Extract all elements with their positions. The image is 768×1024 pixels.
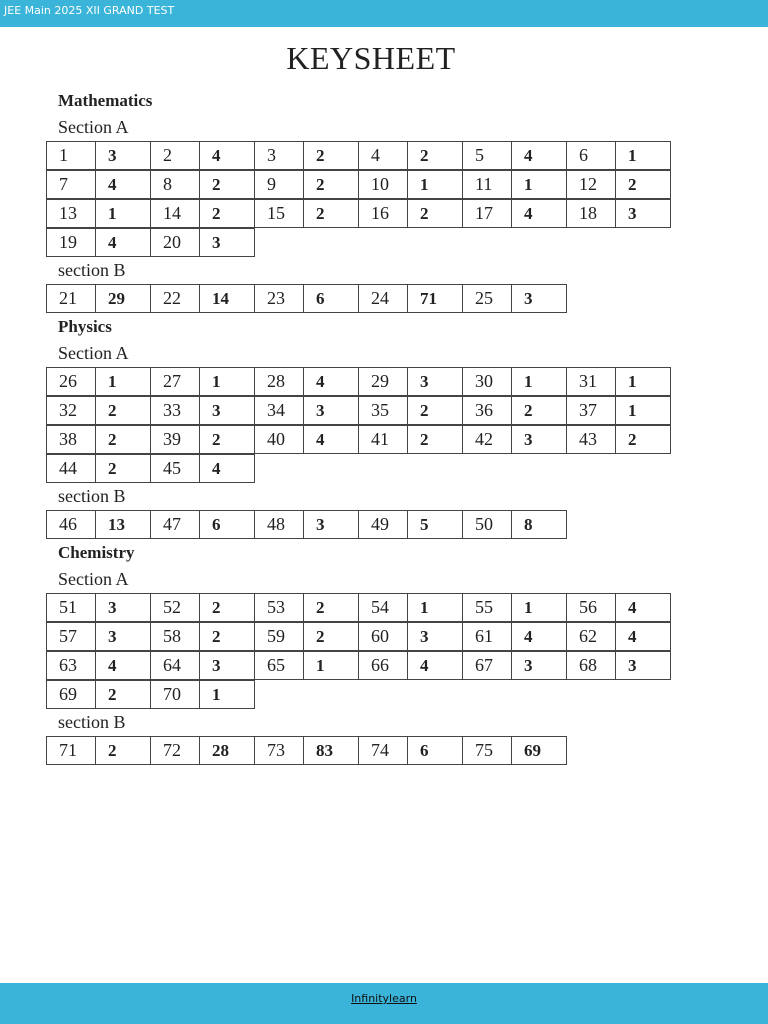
question-number-cell: 41 bbox=[358, 425, 408, 454]
answer-cell: 6 bbox=[407, 736, 463, 765]
answer-cell: 3 bbox=[199, 396, 255, 425]
question-number-cell: 35 bbox=[358, 396, 408, 425]
answer-row bbox=[46, 593, 671, 622]
question-number-cell: 48 bbox=[254, 510, 304, 539]
question-number-cell: 71 bbox=[46, 736, 96, 765]
subject-heading: Chemistry bbox=[58, 543, 135, 562]
answer-cell: 2 bbox=[95, 425, 151, 454]
answer-row bbox=[46, 367, 671, 396]
question-number-cell: 30 bbox=[462, 367, 512, 396]
question-number-cell: 10 bbox=[358, 170, 408, 199]
question-number-cell: 40 bbox=[254, 425, 304, 454]
question-number-cell: 13 bbox=[46, 199, 96, 228]
question-number-cell: 49 bbox=[358, 510, 408, 539]
question-number-cell: 67 bbox=[462, 651, 512, 680]
question-number-cell: 55 bbox=[462, 593, 512, 622]
answer-cell: 3 bbox=[303, 510, 359, 539]
question-number-cell: 4 bbox=[358, 141, 408, 170]
answer-cell: 14 bbox=[199, 284, 255, 313]
answer-cell: 5 bbox=[407, 510, 463, 539]
question-number-cell: 54 bbox=[358, 593, 408, 622]
answer-cell: 2 bbox=[199, 622, 255, 651]
question-number-cell: 33 bbox=[150, 396, 200, 425]
question-number-cell: 23 bbox=[254, 284, 304, 313]
question-number-cell: 29 bbox=[358, 367, 408, 396]
question-number-cell: 32 bbox=[46, 396, 96, 425]
infinitylearn-link[interactable]: Infinitylearn bbox=[351, 992, 417, 1005]
answer-cell: 2 bbox=[95, 736, 151, 765]
question-number-cell: 51 bbox=[46, 593, 96, 622]
question-number-cell: 57 bbox=[46, 622, 96, 651]
question-number-cell: 60 bbox=[358, 622, 408, 651]
answer-cell: 2 bbox=[199, 593, 255, 622]
question-number-cell: 42 bbox=[462, 425, 512, 454]
question-number-cell: 26 bbox=[46, 367, 96, 396]
answer-cell: 69 bbox=[511, 736, 567, 765]
answer-cell: 1 bbox=[511, 593, 567, 622]
question-number-cell: 64 bbox=[150, 651, 200, 680]
answer-cell: 3 bbox=[199, 228, 255, 257]
answer-cell: 29 bbox=[95, 284, 151, 313]
answer-cell: 3 bbox=[407, 622, 463, 651]
answer-row bbox=[46, 141, 671, 170]
answer-cell: 1 bbox=[95, 199, 151, 228]
answer-cell: 2 bbox=[95, 680, 151, 709]
answer-key-table bbox=[46, 510, 671, 539]
answer-cell: 3 bbox=[615, 651, 671, 680]
answer-cell: 2 bbox=[615, 425, 671, 454]
question-number-cell: 2 bbox=[150, 141, 200, 170]
question-number-cell: 38 bbox=[46, 425, 96, 454]
question-number-cell: 36 bbox=[462, 396, 512, 425]
answer-key-table bbox=[46, 367, 671, 483]
answer-cell: 3 bbox=[407, 367, 463, 396]
answer-cell: 2 bbox=[303, 141, 359, 170]
question-number-cell: 8 bbox=[150, 170, 200, 199]
keysheet-content bbox=[46, 87, 671, 765]
question-number-cell: 28 bbox=[254, 367, 304, 396]
answer-cell: 2 bbox=[95, 454, 151, 483]
answer-cell: 4 bbox=[303, 425, 359, 454]
question-number-cell: 6 bbox=[566, 141, 616, 170]
question-number-cell: 20 bbox=[150, 228, 200, 257]
question-number-cell: 70 bbox=[150, 680, 200, 709]
answer-row bbox=[46, 228, 671, 257]
answer-cell: 1 bbox=[511, 367, 567, 396]
answer-row bbox=[46, 651, 671, 680]
question-number-cell: 25 bbox=[462, 284, 512, 313]
page-title: KEYSHEET bbox=[286, 40, 456, 76]
test-title: JEE Main 2025 XII GRAND TEST bbox=[4, 4, 175, 17]
question-number-cell: 3 bbox=[254, 141, 304, 170]
footer-bar bbox=[0, 983, 768, 1024]
question-number-cell: 46 bbox=[46, 510, 96, 539]
question-number-cell: 14 bbox=[150, 199, 200, 228]
answer-cell: 3 bbox=[95, 141, 151, 170]
question-number-cell: 22 bbox=[150, 284, 200, 313]
question-number-cell: 45 bbox=[150, 454, 200, 483]
answer-cell: 1 bbox=[95, 367, 151, 396]
answer-cell: 8 bbox=[511, 510, 567, 539]
answer-cell: 2 bbox=[303, 593, 359, 622]
section-label: Section A bbox=[58, 569, 129, 589]
question-number-cell: 52 bbox=[150, 593, 200, 622]
answer-cell: 2 bbox=[199, 170, 255, 199]
answer-cell: 2 bbox=[303, 170, 359, 199]
answer-cell: 4 bbox=[511, 622, 567, 651]
question-number-cell: 61 bbox=[462, 622, 512, 651]
answer-row bbox=[46, 622, 671, 651]
answer-cell: 3 bbox=[615, 199, 671, 228]
question-number-cell: 69 bbox=[46, 680, 96, 709]
answer-cell: 6 bbox=[303, 284, 359, 313]
answer-cell: 3 bbox=[199, 651, 255, 680]
question-number-cell: 24 bbox=[358, 284, 408, 313]
question-number-cell: 59 bbox=[254, 622, 304, 651]
answer-cell: 2 bbox=[407, 199, 463, 228]
section-label: section B bbox=[58, 712, 126, 732]
answer-cell: 2 bbox=[407, 141, 463, 170]
answer-cell: 2 bbox=[615, 170, 671, 199]
answer-cell: 4 bbox=[615, 622, 671, 651]
question-number-cell: 21 bbox=[46, 284, 96, 313]
answer-cell: 4 bbox=[199, 141, 255, 170]
question-number-cell: 65 bbox=[254, 651, 304, 680]
answer-key-table bbox=[46, 736, 671, 765]
section-label: section B bbox=[58, 260, 126, 280]
question-number-cell: 62 bbox=[566, 622, 616, 651]
subject-heading: Mathematics bbox=[58, 91, 153, 110]
answer-row bbox=[46, 170, 671, 199]
answer-cell: 1 bbox=[615, 141, 671, 170]
answer-row bbox=[46, 199, 671, 228]
answer-cell: 28 bbox=[199, 736, 255, 765]
answer-cell: 4 bbox=[95, 228, 151, 257]
answer-row bbox=[46, 736, 671, 765]
answer-row bbox=[46, 284, 671, 313]
answer-row bbox=[46, 396, 671, 425]
question-number-cell: 12 bbox=[566, 170, 616, 199]
section-label: section B bbox=[58, 486, 126, 506]
answer-cell: 2 bbox=[199, 425, 255, 454]
question-number-cell: 18 bbox=[566, 199, 616, 228]
question-number-cell: 7 bbox=[46, 170, 96, 199]
answer-cell: 1 bbox=[615, 367, 671, 396]
answer-cell: 4 bbox=[95, 170, 151, 199]
answer-cell: 4 bbox=[407, 651, 463, 680]
question-number-cell: 75 bbox=[462, 736, 512, 765]
section-label: Section A bbox=[58, 343, 129, 363]
answer-cell: 3 bbox=[303, 396, 359, 425]
answer-cell: 3 bbox=[511, 651, 567, 680]
answer-row bbox=[46, 425, 671, 454]
question-number-cell: 56 bbox=[566, 593, 616, 622]
answer-cell: 1 bbox=[199, 680, 255, 709]
answer-cell: 71 bbox=[407, 284, 463, 313]
question-number-cell: 17 bbox=[462, 199, 512, 228]
question-number-cell: 73 bbox=[254, 736, 304, 765]
answer-cell: 2 bbox=[407, 425, 463, 454]
answer-cell: 1 bbox=[407, 593, 463, 622]
answer-cell: 2 bbox=[303, 622, 359, 651]
question-number-cell: 31 bbox=[566, 367, 616, 396]
answer-cell: 1 bbox=[407, 170, 463, 199]
answer-cell: 2 bbox=[511, 396, 567, 425]
question-number-cell: 34 bbox=[254, 396, 304, 425]
question-number-cell: 11 bbox=[462, 170, 512, 199]
answer-cell: 3 bbox=[511, 284, 567, 313]
answer-cell: 1 bbox=[199, 367, 255, 396]
answer-cell: 1 bbox=[303, 651, 359, 680]
question-number-cell: 68 bbox=[566, 651, 616, 680]
question-number-cell: 37 bbox=[566, 396, 616, 425]
answer-row bbox=[46, 510, 671, 539]
question-number-cell: 19 bbox=[46, 228, 96, 257]
answer-key-table bbox=[46, 593, 671, 709]
question-number-cell: 15 bbox=[254, 199, 304, 228]
question-number-cell: 63 bbox=[46, 651, 96, 680]
answer-cell: 2 bbox=[95, 396, 151, 425]
answer-cell: 4 bbox=[511, 199, 567, 228]
question-number-cell: 66 bbox=[358, 651, 408, 680]
question-number-cell: 53 bbox=[254, 593, 304, 622]
section-label: Section A bbox=[58, 117, 129, 137]
question-number-cell: 1 bbox=[46, 141, 96, 170]
answer-cell: 4 bbox=[95, 651, 151, 680]
subject-heading: Physics bbox=[58, 317, 112, 336]
question-number-cell: 16 bbox=[358, 199, 408, 228]
question-number-cell: 50 bbox=[462, 510, 512, 539]
answer-cell: 3 bbox=[511, 425, 567, 454]
answer-row bbox=[46, 454, 671, 483]
answer-cell: 3 bbox=[95, 622, 151, 651]
answer-cell: 2 bbox=[303, 199, 359, 228]
question-number-cell: 39 bbox=[150, 425, 200, 454]
answer-cell: 13 bbox=[95, 510, 151, 539]
question-number-cell: 44 bbox=[46, 454, 96, 483]
answer-cell: 4 bbox=[511, 141, 567, 170]
question-number-cell: 72 bbox=[150, 736, 200, 765]
question-number-cell: 5 bbox=[462, 141, 512, 170]
answer-cell: 2 bbox=[407, 396, 463, 425]
answer-key-table bbox=[46, 141, 671, 257]
answer-cell: 4 bbox=[615, 593, 671, 622]
question-number-cell: 27 bbox=[150, 367, 200, 396]
question-number-cell: 47 bbox=[150, 510, 200, 539]
answer-key-table bbox=[46, 284, 671, 313]
question-number-cell: 58 bbox=[150, 622, 200, 651]
answer-cell: 2 bbox=[199, 199, 255, 228]
answer-cell: 1 bbox=[615, 396, 671, 425]
answer-row bbox=[46, 680, 671, 709]
question-number-cell: 74 bbox=[358, 736, 408, 765]
question-number-cell: 43 bbox=[566, 425, 616, 454]
answer-cell: 3 bbox=[95, 593, 151, 622]
answer-cell: 6 bbox=[199, 510, 255, 539]
answer-cell: 83 bbox=[303, 736, 359, 765]
answer-cell: 4 bbox=[303, 367, 359, 396]
question-number-cell: 9 bbox=[254, 170, 304, 199]
answer-cell: 4 bbox=[199, 454, 255, 483]
answer-cell: 1 bbox=[511, 170, 567, 199]
header-bar bbox=[0, 0, 768, 27]
